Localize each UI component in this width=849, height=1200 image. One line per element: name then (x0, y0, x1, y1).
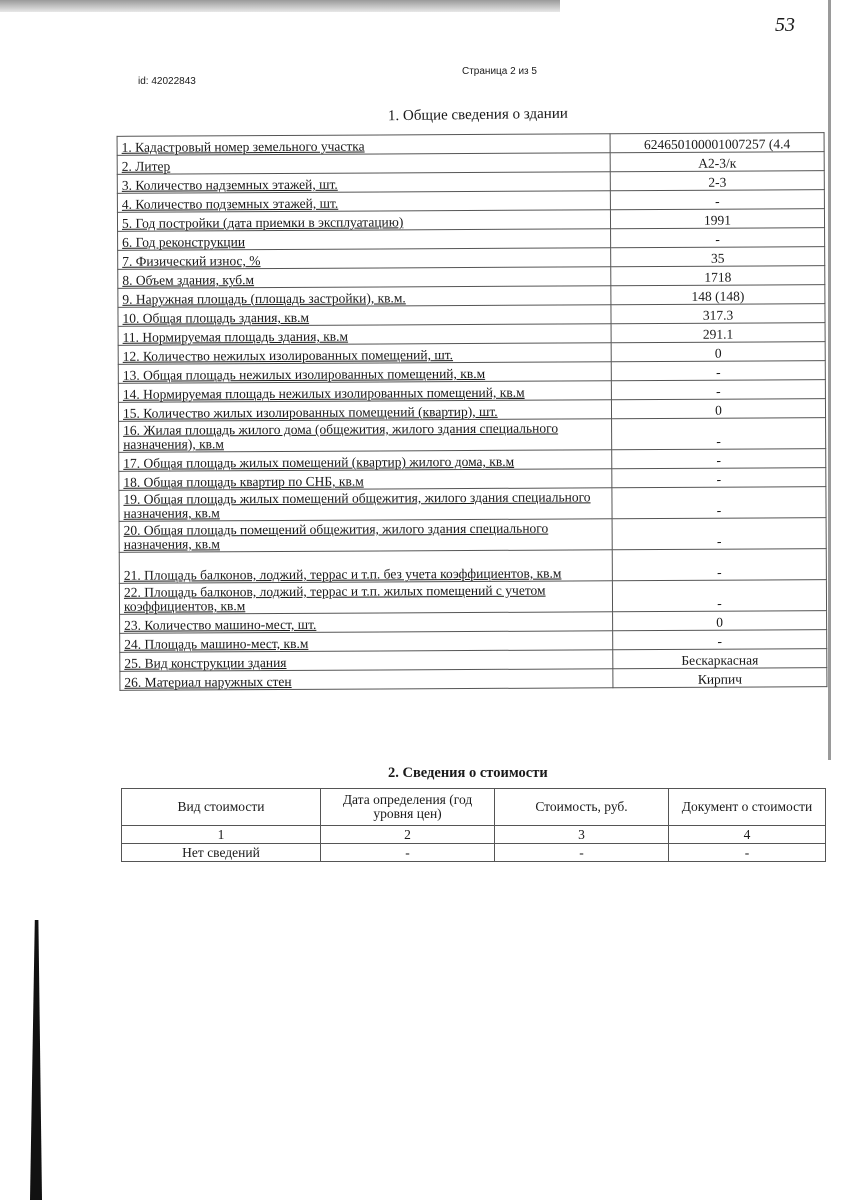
row-value: 148 (148) (611, 285, 825, 305)
cost-cell: - (495, 844, 669, 862)
row-value: - (612, 449, 826, 469)
row-value: - (612, 580, 826, 612)
cost-cell: Нет сведений (122, 844, 321, 862)
row-label: 5. Год постройки (дата приемки в эксплуатацию) (117, 210, 610, 232)
document-id: id: 42022843 (138, 76, 196, 87)
row-label: 14. Нормируемая площадь нежилых изолированных помещений, кв.м (118, 381, 611, 403)
row-value: 35 (611, 247, 825, 267)
row-label: 20. Общая площадь помещений общежития, жилого здания специального назначения, кв.м (119, 519, 612, 553)
row-value: 1718 (611, 266, 825, 286)
section1-title: 1. Общие сведения о здании (387, 105, 568, 125)
table-row (119, 418, 826, 453)
row-value: - (612, 468, 826, 488)
row-value: А2-3/к (610, 152, 824, 172)
table-row (119, 487, 826, 522)
cost-cell: - (321, 844, 495, 862)
table-row (120, 668, 827, 691)
row-label: 12. Количество нежилых изолированных помещений, шт. (118, 343, 611, 365)
header-cost-type: Вид стоимости (122, 789, 321, 826)
row-value: 0 (611, 342, 825, 362)
row-label: 4. Количество подземных этажей, шт. (117, 191, 610, 213)
table-row (119, 580, 826, 615)
row-label: 25. Вид конструкции здания (120, 650, 613, 672)
cost-number-row (122, 826, 826, 844)
row-value: - (612, 418, 826, 450)
row-value: 624650100001007257 (4.4 (610, 133, 824, 153)
table-row (119, 518, 826, 553)
row-label: 1. Кадастровый номер земельного участка (117, 134, 610, 156)
cost-cell: - (669, 844, 826, 862)
row-value: - (611, 361, 825, 381)
row-label: 26. Материал наружных стен (120, 669, 613, 691)
row-label: 22. Площадь балконов, лоджий, террас и т.п. жилых помещений с учетом коэффициентов, кв.м (119, 581, 612, 615)
row-label: 19. Общая площадь жилых помещений общежития, жилого здания специального назначения, кв.м (119, 488, 612, 522)
row-label: 8. Объем здания, куб.м (118, 267, 611, 289)
row-label: 13. Общая площадь нежилых изолированных помещений, кв.м (118, 362, 611, 384)
scan-shadow-left (30, 920, 42, 1200)
row-value: 291.1 (611, 323, 825, 343)
col-number: 1 (122, 826, 321, 844)
row-value: 1991 (610, 209, 824, 229)
cost-table (121, 788, 826, 862)
row-label: 3. Количество надземных этажей, шт. (117, 172, 610, 194)
row-label: 7. Физический износ, % (118, 248, 611, 270)
row-value: 2-3 (610, 171, 824, 191)
col-number: 4 (669, 826, 826, 844)
building-info-table (117, 132, 828, 691)
row-value: - (611, 228, 825, 248)
row-value: - (613, 630, 827, 650)
row-value: - (612, 487, 826, 519)
row-label: 16. Жилая площадь жилого дома (общежития, жилого здания специального назначения), кв.м (119, 419, 612, 453)
col-number: 2 (321, 826, 495, 844)
table-row (119, 549, 826, 584)
row-label: 21. Площадь балконов, лоджий, террас и т.п. без учета коэффициентов, кв.м (119, 550, 612, 584)
row-value: - (612, 549, 826, 581)
row-label: 6. Год реконструкции (118, 229, 611, 251)
row-label: 24. Площадь машино-мест, кв.м (120, 631, 613, 653)
row-value: 317.3 (611, 304, 825, 324)
header-document: Документ о стоимости (669, 789, 826, 826)
col-number: 3 (495, 826, 669, 844)
row-value: - (612, 518, 826, 550)
row-label: 17. Общая площадь жилых помещений (квартир) жилого дома, кв.м (119, 450, 612, 472)
row-label: 15. Количество жилых изолированных помещений (квартир), шт. (118, 400, 611, 422)
header-date: Дата определения (год уровня цен) (321, 789, 495, 826)
row-label: 18. Общая площадь квартир по СНБ, кв.м (119, 469, 612, 491)
handwritten-page-number: 53 (775, 14, 795, 36)
header-value: Стоимость, руб. (495, 789, 669, 826)
row-label: 10. Общая площадь здания, кв.м (118, 305, 611, 327)
row-label: 11. Нормируемая площадь здания, кв.м (118, 324, 611, 346)
row-value: - (611, 380, 825, 400)
row-label: 23. Количество машино-мест, шт. (120, 612, 613, 634)
row-value: - (610, 190, 824, 210)
cost-header-row (122, 789, 826, 826)
row-value: Кирпич (613, 668, 827, 688)
scan-edge-right (828, 0, 831, 760)
cost-data-row (122, 844, 826, 862)
row-value: 0 (613, 611, 827, 631)
row-value: Бескаркасная (613, 649, 827, 669)
page-indicator: Страница 2 из 5 (462, 66, 537, 77)
section2-title: 2. Сведения о стоимости (388, 765, 548, 781)
row-label: 9. Наружная площадь (площадь застройки), кв.м. (118, 286, 611, 308)
row-label: 2. Литер (117, 153, 610, 175)
scan-edge-top (0, 0, 560, 12)
row-value: 0 (611, 399, 825, 419)
